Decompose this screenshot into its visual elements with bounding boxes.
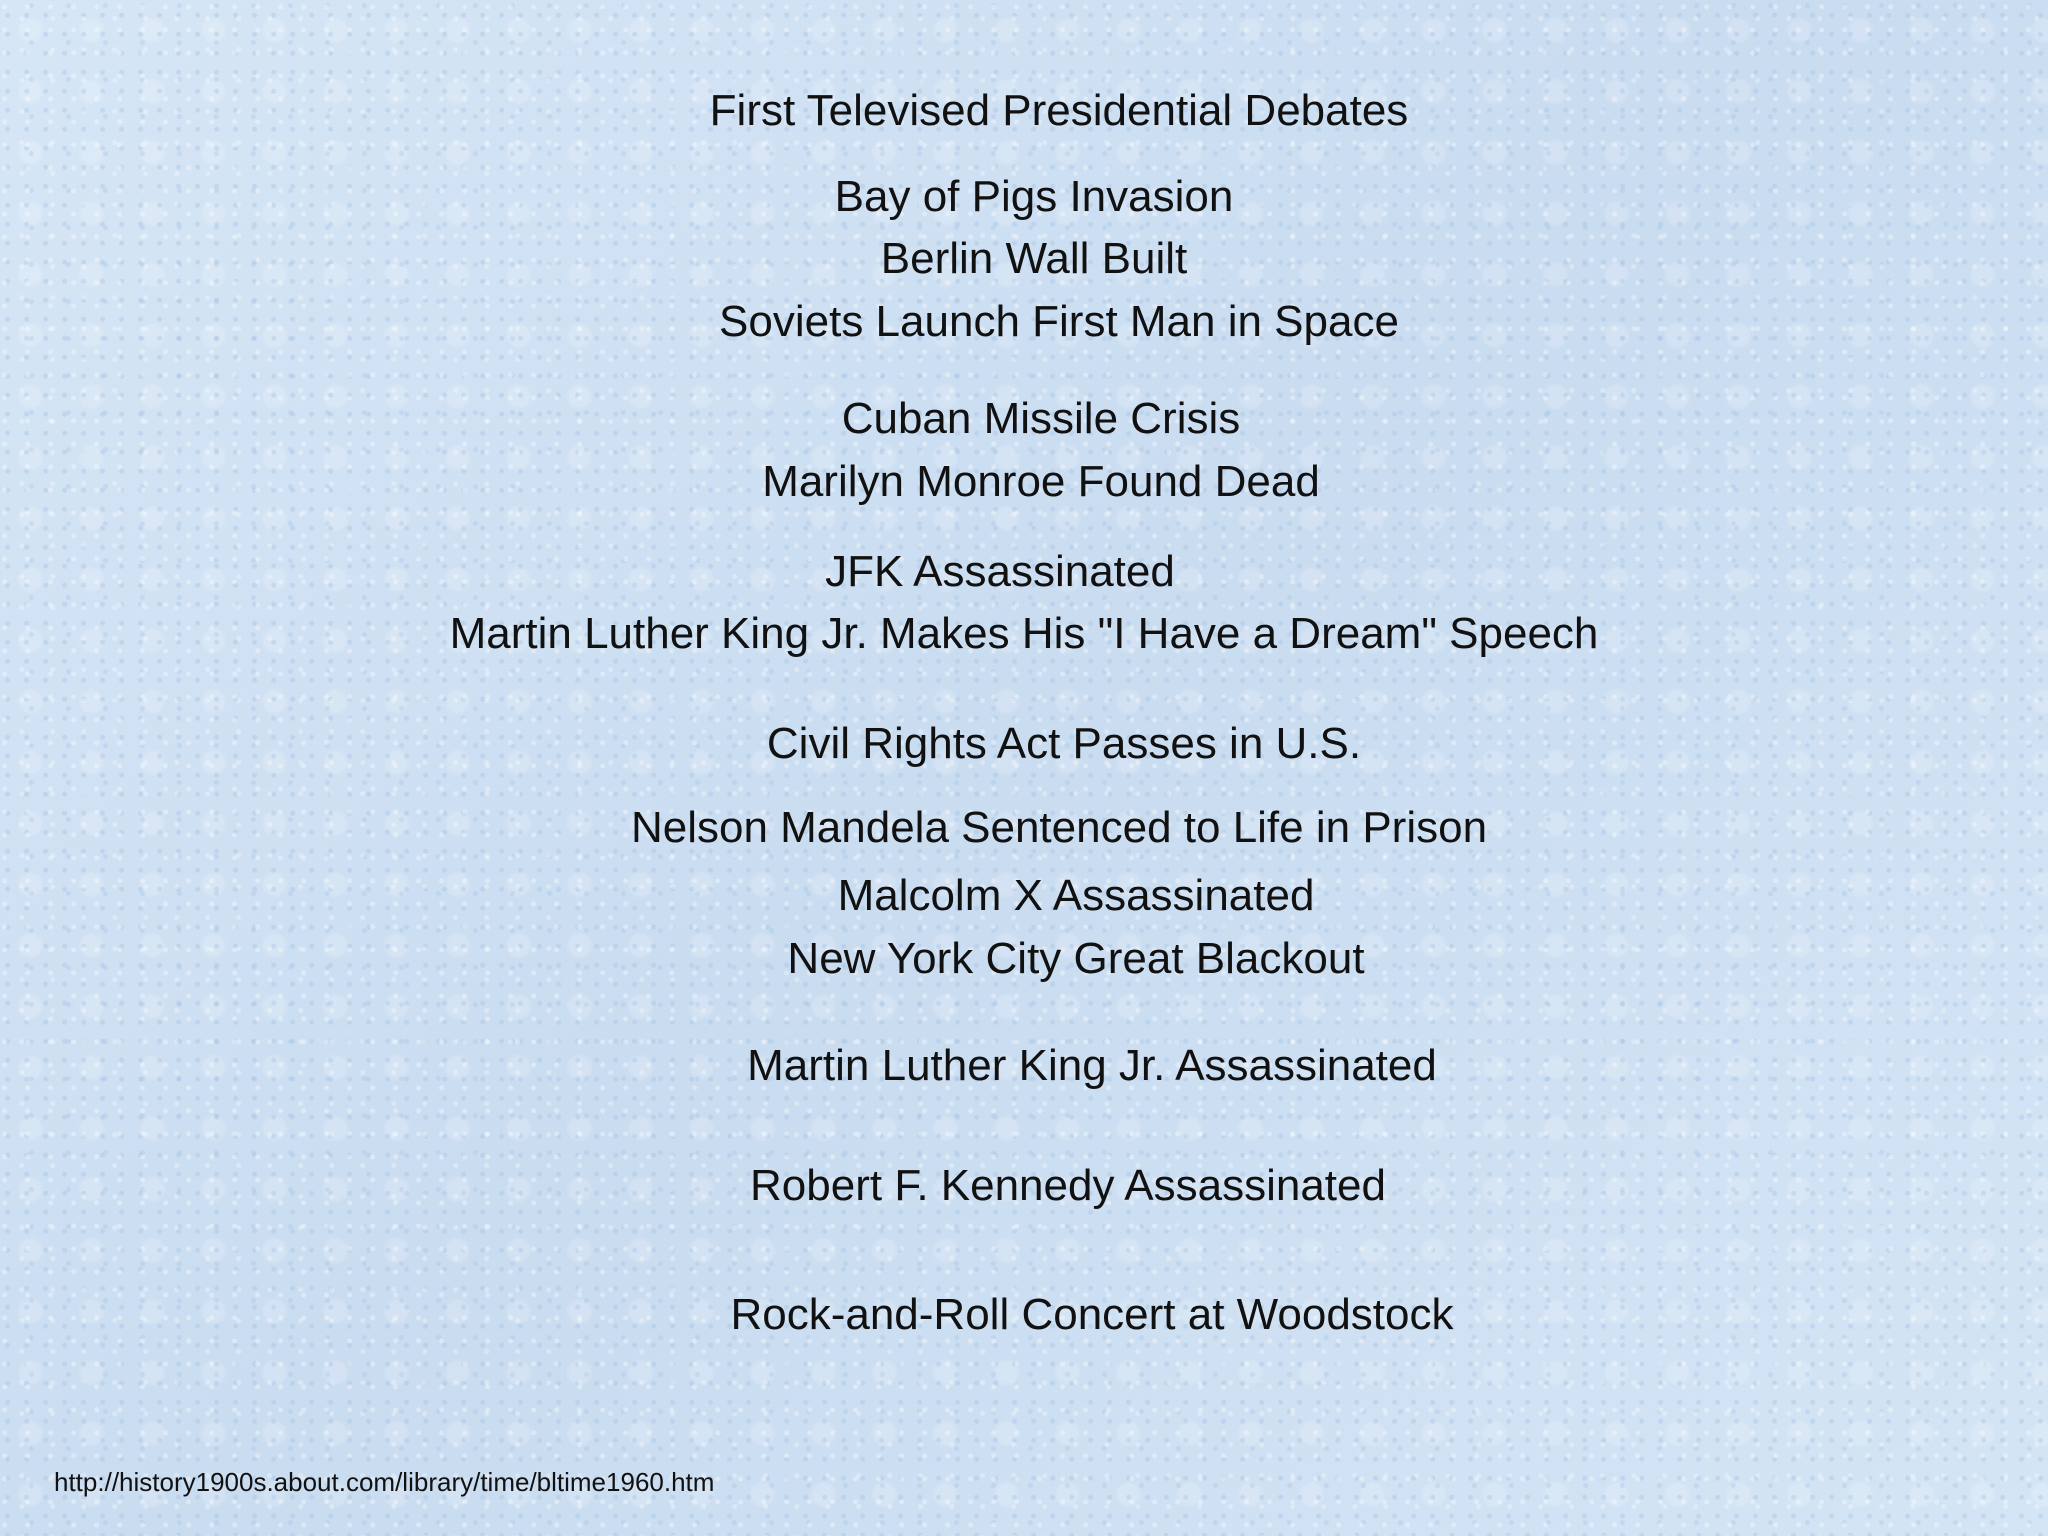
event-berlin-wall: Berlin Wall Built <box>880 234 1188 283</box>
event-jfk-assassinated: JFK Assassinated <box>825 547 1175 596</box>
event-cuban-missile-crisis: Cuban Missile Crisis <box>841 394 1241 443</box>
source-url: http://history1900s.about.com/library/time/bltime1960.htm <box>54 1467 715 1497</box>
event-woodstock: Rock-and-Roll Concert at Woodstock <box>730 1290 1454 1339</box>
event-rfk-assassinated: Robert F. Kennedy Assassinated <box>750 1161 1386 1210</box>
event-soviets-first-man-space: Soviets Launch First Man in Space <box>719 297 1399 346</box>
event-civil-rights-act: Civil Rights Act Passes in U.S. <box>766 719 1362 768</box>
event-mlk-assassinated: Martin Luther King Jr. Assassinated <box>747 1041 1437 1090</box>
event-mlk-dream-speech: Martin Luther King Jr. Makes His "I Have a Dream" Speech <box>449 609 1599 658</box>
event-nelson-mandela: Nelson Mandela Sentenced to Life in Prison <box>630 803 1488 852</box>
event-malcolm-x: Malcolm X Assassinated <box>837 871 1315 920</box>
event-first-televised-debates: First Televised Presidential Debates <box>709 86 1409 135</box>
event-bay-of-pigs: Bay of Pigs Invasion <box>834 172 1234 221</box>
event-nyc-blackout: New York City Great Blackout <box>787 934 1365 983</box>
event-marilyn-monroe: Marilyn Monroe Found Dead <box>762 457 1320 506</box>
